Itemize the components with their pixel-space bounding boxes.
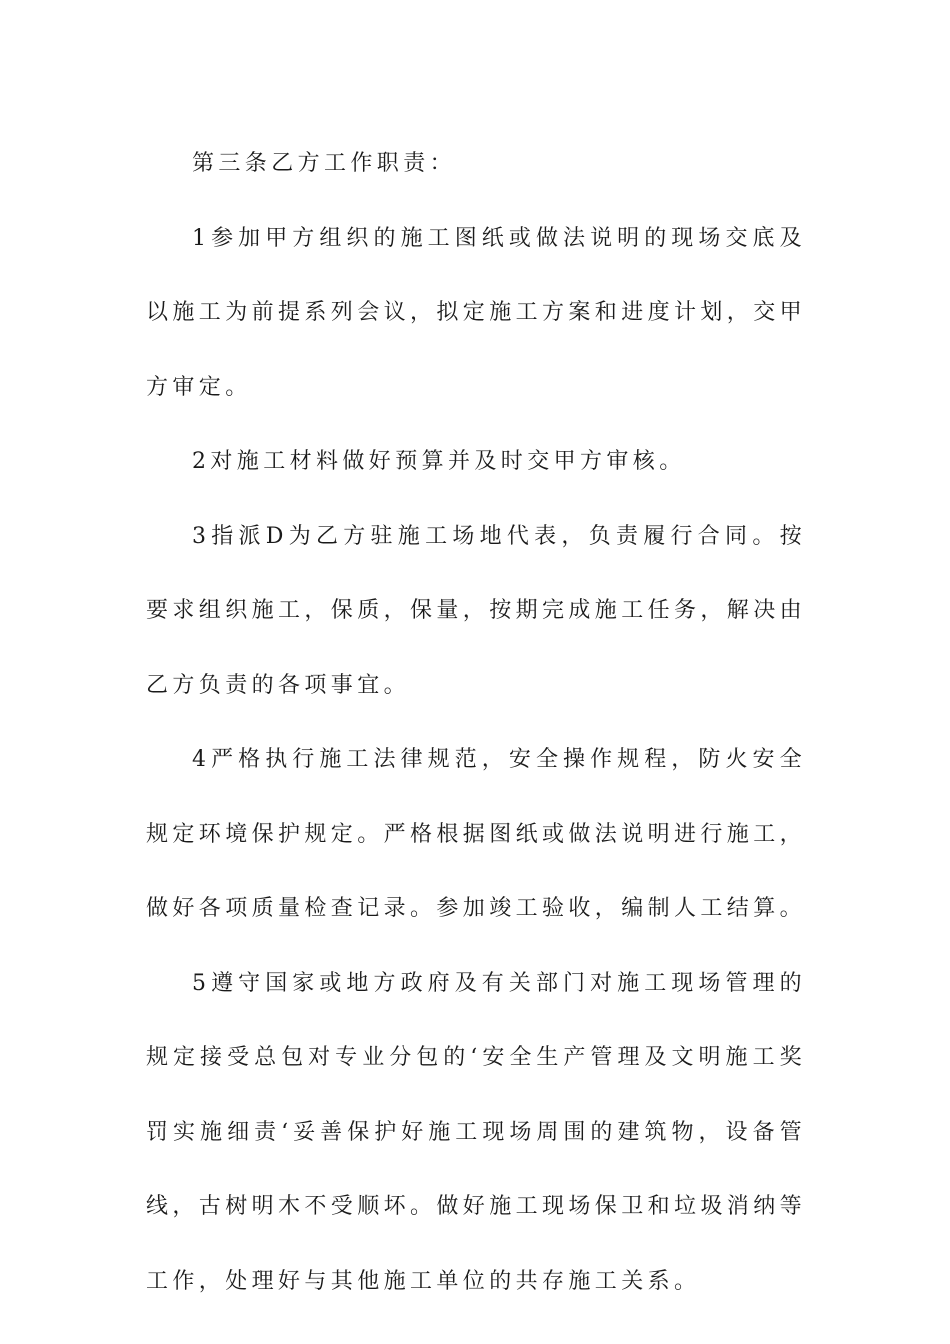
document-body <box>146 127 806 1319</box>
paragraph-4: 4严格执行施工法律规范，安全操作规程，防火安全规定环境保护规定。严格根据图纸或做法说明进行施工，做好各项质量检查记录。参加竣工验收，编制人工结算。 <box>146 747 807 921</box>
paragraph-1: 1参加甲方组织的施工图纸或做法说明的现场交底及以施工为前提系列会议，拟定施工方案和进度计划，交甲方审定。 <box>146 225 807 400</box>
section-heading: 第三条乙方工作职责： <box>192 151 457 176</box>
paragraph-3: 3指派D为乙方驻施工场地代表，负责履行合同。按要求组织施工，保质，保量，按期完成施工任务，解决由乙方负责的各项事宜。 <box>146 523 807 698</box>
paragraph-5: 5遵守国家或地方政府及有关部门对施工现场管理的规定接受总包对专业分包的‘安全生产管理及文明施工奖罚实施细责‘妥善保护好施工现场周围的建筑物，设备管线，古树明木不受顺坏。做好施工现场保卫和垃圾消纳等工作，处理好与其他施工单位的共存施工关系。 <box>146 970 807 1294</box>
paragraph-2: 2对施工材料做好预算并及时交甲方审核。 <box>192 449 686 474</box>
